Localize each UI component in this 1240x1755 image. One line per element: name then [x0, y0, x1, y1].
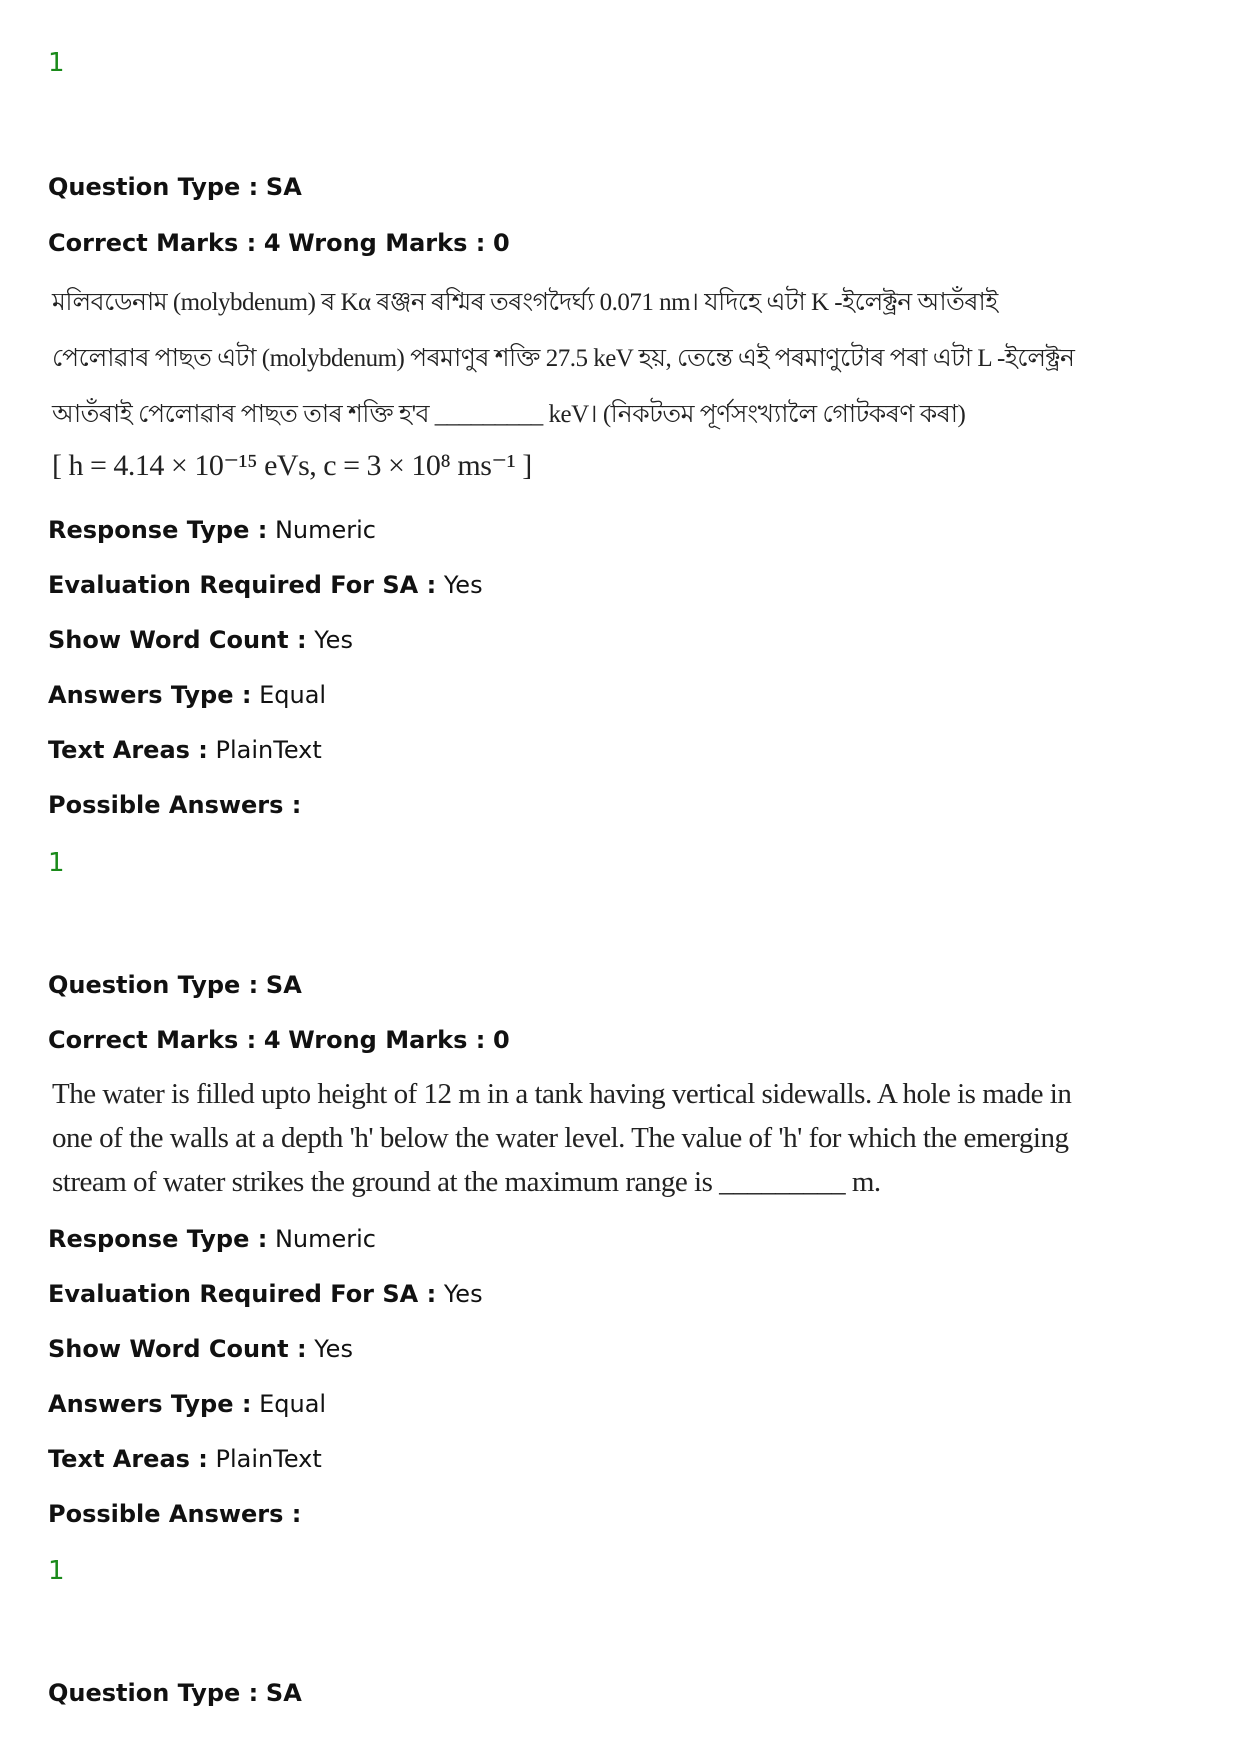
evaluation-label: Evaluation Required For SA :: [48, 571, 437, 599]
text-areas-label: Text Areas :: [48, 1445, 208, 1473]
text-areas-label: Text Areas :: [48, 736, 208, 764]
answers-type-row: [48, 1389, 326, 1419]
answers-type-row: [48, 680, 326, 710]
question-number: 1: [48, 48, 65, 78]
correct-marks-value: 4: [263, 1026, 281, 1054]
possible-answers-label: Possible Answers :: [48, 791, 302, 819]
wrong-marks-label: Wrong Marks :: [288, 229, 486, 257]
question-text-line: one of the walls at a depth 'h' below the water level. The value of 'h' for which the emerging: [52, 1122, 1069, 1154]
evaluation-row: [48, 570, 483, 600]
response-type-row: [48, 515, 376, 545]
evaluation-value: Yes: [443, 1280, 483, 1308]
evaluation-row: [48, 1279, 483, 1309]
marks-row: [48, 228, 510, 258]
possible-answer-value: 1: [48, 1556, 65, 1586]
wrong-marks-label: Wrong Marks :: [288, 1026, 486, 1054]
text-areas-value: PlainText: [215, 736, 322, 764]
response-type-value: Numeric: [274, 516, 376, 544]
correct-marks-label: Correct Marks :: [48, 229, 257, 257]
question-type-label: Question Type :: [48, 971, 259, 999]
correct-marks-label: Correct Marks :: [48, 1026, 257, 1054]
marks-row: [48, 1025, 510, 1055]
question-text-line: আতঁৰাই পেলোৱাৰ পাছত তাৰ শক্তি হ'ব _________ keV। (নিকটতম পূৰ্ণসংখ্যালৈ গোটকৰণ কৰা): [52, 401, 966, 428]
text-areas-row: [48, 1444, 322, 1474]
answers-type-value: Equal: [259, 1390, 327, 1418]
evaluation-label: Evaluation Required For SA :: [48, 1280, 437, 1308]
possible-answers-label: Possible Answers :: [48, 1500, 302, 1528]
constants-formula: [ h = 4.14 × 10⁻¹⁵ eVs, c = 3 × 10⁸ ms⁻¹ ]: [52, 449, 532, 482]
question-type-row: [48, 970, 302, 1000]
correct-marks-value: 4: [263, 229, 281, 257]
response-type-label: Response Type :: [48, 516, 268, 544]
question-text-line: The water is filled upto height of 12 m in a tank having vertical sidewalls. A hole is made in: [52, 1078, 1072, 1110]
possible-answers-row: [48, 1499, 301, 1529]
question-type-row: [48, 1678, 302, 1708]
possible-answers-row: [48, 790, 301, 820]
question-type-label: Question Type :: [48, 1679, 259, 1707]
answers-type-label: Answers Type :: [48, 681, 252, 709]
response-type-label: Response Type :: [48, 1225, 268, 1253]
question-text-line: stream of water strikes the ground at the maximum range is _________ m.: [52, 1166, 881, 1198]
question-type-value: SA: [265, 971, 302, 999]
word-count-value: Yes: [314, 1335, 353, 1363]
question-text-line: মলিবডেনাম (molybdenum) ৰ Kα ৰঞ্জন ৰশ্মিৰ তৰংগদৈৰ্ঘ্য 0.071 nm। যদিহে এটা K -ইলেক্ট্ৰন আতঁৰাই: [52, 289, 998, 316]
word-count-row: [48, 1334, 353, 1364]
question-type-label: Question Type :: [48, 173, 259, 201]
answers-type-label: Answers Type :: [48, 1390, 252, 1418]
wrong-marks-value: 0: [492, 229, 510, 257]
word-count-label: Show Word Count :: [48, 1335, 307, 1363]
response-type-row: [48, 1224, 376, 1254]
text-areas-row: [48, 735, 322, 765]
word-count-label: Show Word Count :: [48, 626, 307, 654]
response-type-value: Numeric: [274, 1225, 376, 1253]
question-type-value: SA: [265, 173, 302, 201]
word-count-row: [48, 625, 353, 655]
wrong-marks-value: 0: [492, 1026, 510, 1054]
possible-answer-value: 1: [48, 848, 65, 878]
question-text-line: পেলোৱাৰ পাছত এটা (molybdenum) পৰমাণুৰ শক্তি 27.5 keV হয়, তেন্তে এই পৰমাণুটোৰ পৰা এটা L -ইলেক্ট্ৰন: [52, 345, 1075, 372]
question-type-row: [48, 172, 302, 202]
evaluation-value: Yes: [443, 571, 483, 599]
text-areas-value: PlainText: [215, 1445, 322, 1473]
question-type-value: SA: [265, 1679, 302, 1707]
word-count-value: Yes: [314, 626, 353, 654]
answers-type-value: Equal: [259, 681, 327, 709]
